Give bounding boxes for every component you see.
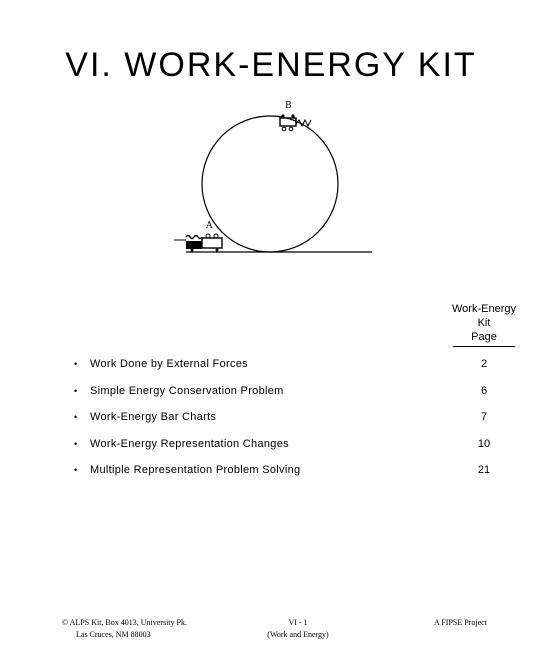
table-of-contents xyxy=(0,356,542,489)
toc-item xyxy=(0,409,542,436)
toc-item-page: 21 xyxy=(477,464,491,476)
bullet-icon: • xyxy=(74,438,78,449)
bullet-icon: • xyxy=(74,412,78,422)
footer-address-line2: Las Cruces, NM 88003 xyxy=(76,630,151,639)
label-a: A xyxy=(206,221,213,231)
toc-item xyxy=(0,383,542,410)
toc-item-label: Multiple Representation Problem Solving xyxy=(90,464,301,476)
page-title: VI. WORK-ENERGY KIT xyxy=(65,46,477,84)
column-header-line2: Kit xyxy=(477,317,491,329)
footer-section-label: (Work and Energy) xyxy=(267,630,329,639)
footer-address xyxy=(62,617,187,641)
toc-item xyxy=(0,436,542,463)
toc-item-label: Work-Energy Bar Charts xyxy=(90,411,217,423)
toc-item xyxy=(0,462,542,489)
column-header-line3: Page xyxy=(471,331,497,343)
footer-page-label: VI - 1 xyxy=(288,618,308,627)
footer-page-number xyxy=(248,617,348,641)
toc-item-page: 6 xyxy=(480,384,488,397)
label-b: B xyxy=(285,101,292,111)
bullet-icon: • xyxy=(74,385,78,396)
footer-project: A FIPSE Project xyxy=(434,618,487,627)
column-header xyxy=(436,302,532,347)
cart-a-icon xyxy=(174,234,222,252)
footer-address-line1: © ALPS Kit, Box 4013, University Pk. xyxy=(62,618,187,627)
toc-item-label: Work Done by External Forces xyxy=(90,358,248,370)
toc-item-page: 2 xyxy=(480,358,488,370)
bullet-icon: • xyxy=(74,465,78,475)
toc-item-page: 10 xyxy=(477,437,491,450)
toc-item-label: Work-Energy Representation Changes xyxy=(90,437,289,450)
column-header-underline xyxy=(453,346,515,347)
loop-the-loop-diagram xyxy=(170,96,380,258)
bullet-icon: • xyxy=(74,359,78,369)
toc-item-page: 7 xyxy=(480,411,488,423)
toc-item-label: Simple Energy Conservation Problem xyxy=(90,384,284,397)
cart-b-icon xyxy=(280,114,311,130)
loop-track xyxy=(202,116,338,252)
toc-item xyxy=(0,356,542,383)
column-header-line1: Work-Energy xyxy=(452,303,516,315)
